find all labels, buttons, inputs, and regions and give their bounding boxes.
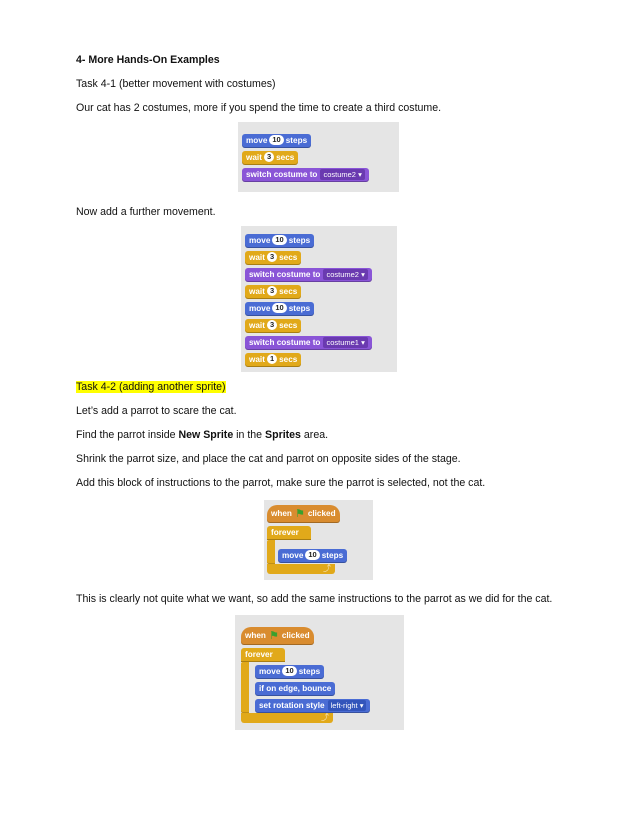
paragraph-parrot: Let’s add a parrot to scare the cat. <box>76 405 237 417</box>
wait-block: wait 3 secs <box>245 319 301 333</box>
task-4-1-title: Task 4-1 (better movement with costumes) <box>76 78 276 90</box>
dropdown-arrow-icon: ▾ <box>358 170 362 179</box>
forever-block: forever <box>241 648 285 662</box>
paragraph-add-block: Add this block of instructions to the parrot, make sure the parrot is selected, not the cat. <box>76 477 486 489</box>
move-block: move 10 steps <box>245 234 314 248</box>
paragraph-find-parrot: Find the parrot inside New Sprite in the Sprites area. <box>76 429 329 441</box>
task-4-1-description: Our cat has 2 costumes, more if you spend the time to create a third costume. <box>76 102 442 114</box>
forever-loop-end <box>267 564 335 574</box>
set-rotation-style-block: set rotation style left-right ▾ <box>255 699 370 713</box>
switch-costume-block: switch costume to costume2 ▾ <box>242 168 369 182</box>
move-block: move 10 steps <box>245 302 314 316</box>
forever-mouth <box>267 540 275 564</box>
loop-arrow-icon: ⤴ <box>321 713 329 722</box>
script-image-2 <box>241 226 397 372</box>
paragraph-shrink: Shrink the parrot size, and place the cat and parrot on opposite sides of the stage. <box>76 453 461 465</box>
script-image-3 <box>264 500 373 580</box>
wait-block: wait 3 secs <box>245 285 301 299</box>
loop-arrow-icon: ⤴ <box>323 564 331 573</box>
move-block: move 10 steps <box>255 665 324 679</box>
paragraph-not-quite: This is clearly not quite what we want, so add the same instructions to the parrot as we did for the cat. <box>76 593 553 605</box>
when-flag-clicked-block: when ⚑ clicked <box>241 627 314 645</box>
forever-loop-end <box>241 713 333 723</box>
section-heading: 4- More Hands-On Examples <box>76 54 220 66</box>
wait-block: wait 3 secs <box>245 251 301 265</box>
wait-block: wait 3 secs <box>242 151 298 165</box>
bounce-block: if on edge, bounce <box>255 682 335 696</box>
forever-block: forever <box>267 526 311 540</box>
dropdown-arrow-icon: ▾ <box>359 701 364 710</box>
script-image-1 <box>238 122 399 192</box>
green-flag-icon: ⚑ <box>268 630 279 642</box>
dropdown-arrow-icon: ▾ <box>361 270 365 279</box>
script-image-4 <box>235 615 404 730</box>
further-movement-text: Now add a further movement. <box>76 206 216 218</box>
dropdown-arrow-icon: ▾ <box>361 338 365 347</box>
green-flag-icon: ⚑ <box>294 508 305 520</box>
when-flag-clicked-block: when ⚑ clicked <box>267 505 340 523</box>
forever-mouth <box>241 662 249 713</box>
switch-costume-block: switch costume to costume1 ▾ <box>245 336 372 350</box>
move-block: move 10 steps <box>278 549 347 563</box>
move-block: move 10 steps <box>242 134 311 148</box>
wait-block: wait 1 secs <box>245 353 301 367</box>
task-4-2-title: Task 4-2 (adding another sprite) <box>76 381 226 393</box>
switch-costume-block: switch costume to costume2 ▾ <box>245 268 372 282</box>
